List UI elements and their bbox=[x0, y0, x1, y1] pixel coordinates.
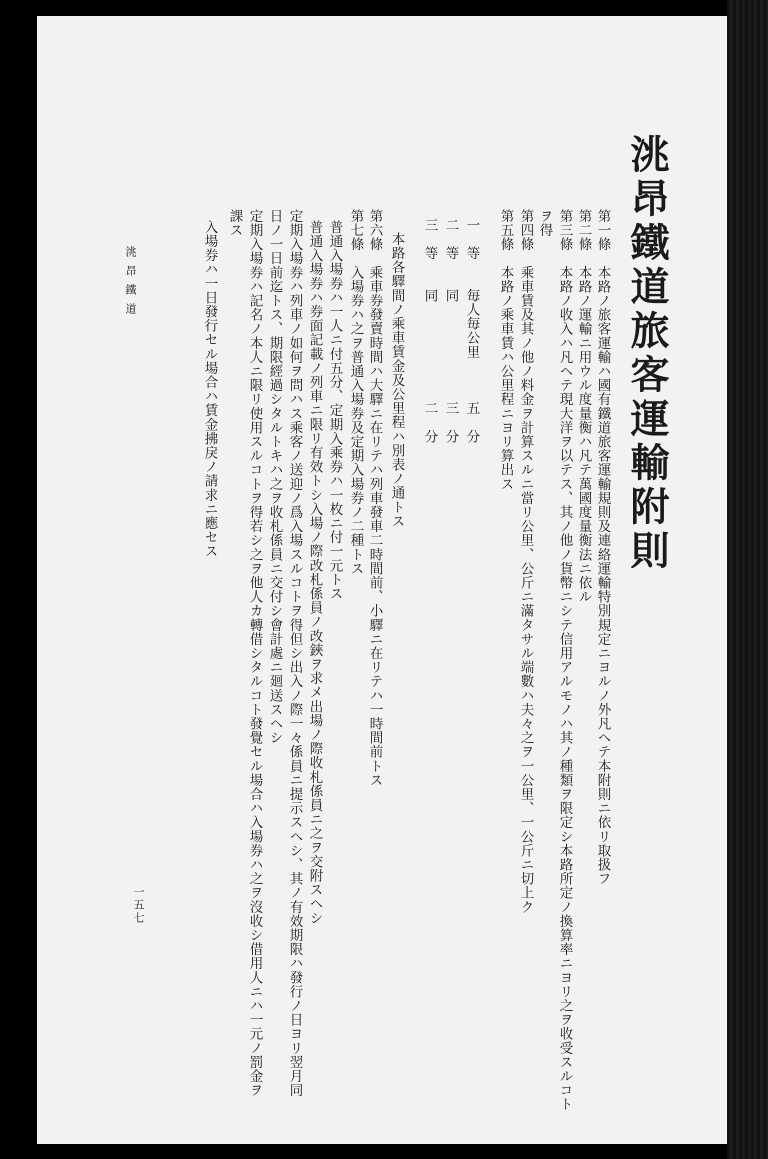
document-page bbox=[37, 16, 727, 1144]
text-line: 入場券ハ一日發行セル場合ハ賃金拂戾ノ請求ニ應セス bbox=[201, 220, 218, 559]
running-footer: 洮昂鐵道 bbox=[124, 246, 137, 322]
text-line: 第三條 本路ノ收入ハ凡ヘテ現大洋ヲ以テス、其ノ他ノ貨幣ニシテ信用アルモノハ其ノ種類ヲ限定シ本路所定ノ換算率ニヨリ之ヲ收受スルコト bbox=[556, 209, 573, 1112]
text-line: 普通入場券ハ券面記載ノ列車ニ限リ有效トシ入場ノ際改札係員ノ改鋏ヲ求メ出場ノ際收札係員ニ之ヲ交附スヘシ bbox=[306, 220, 323, 925]
text-line: ヲ得 bbox=[536, 209, 553, 238]
text-line: 第四條 乘車賃及其ノ他ノ料金ヲ計算スルニ當リ公里、公斤ニ滿タサル端數ハ夫々之ヲ一公里、一公斤ニ切上ク bbox=[517, 209, 534, 914]
text-line: 本路各驛間ノ乘車賃金及公里程ハ別表ノ通トス bbox=[388, 232, 405, 529]
scan-edge bbox=[727, 0, 768, 1159]
page-number: 一五七 bbox=[132, 886, 145, 925]
text-line: 第七條 入場券ハ之ヲ普通入場券及定期入場券ノ二種トス bbox=[347, 209, 364, 576]
text-line: 第五條 本路ノ乘車賃ハ公里程ニヨリ算出ス bbox=[497, 209, 514, 491]
text-line: 課ス bbox=[226, 209, 243, 238]
text-line: 定期入場券ハ列車ノ如何ヲ問ハス乘客ノ送迎ノ爲入場スルコトヲ得但シ出入ノ際一々係員ニ提示スヘシ、其ノ有效期限ハ發行ノ日ヨリ翌月同 bbox=[286, 209, 303, 1098]
text-line: 普通入場券ハ一人ニ付五分、定期入乘券ハ一枚ニ付一元トス bbox=[326, 220, 343, 601]
text-line: 第一條 本路ノ旅客運輸ハ國有鐵道旅客運輸規則及連絡運輸特別規定ニヨルノ外凡ヘテ本附則ニ依リ取扱フ bbox=[594, 209, 611, 886]
text-line: 日ノ一日前迄トス、期限經過シタルトキハ之ヲ收札係員ニ交付シ會計處ニ廻送スヘシ bbox=[266, 209, 283, 745]
text-line: 第二條 本路ノ運輸ニ用ウル度量衡ハ凡テ萬國度量衡法ニ依ル bbox=[575, 209, 592, 604]
fare-row: 一 等 毎人毎公里 五 分 bbox=[463, 218, 480, 444]
page-title: 洮昂鐵道旅客運輸附則 bbox=[624, 134, 670, 574]
fare-row: 二 等 同 三 分 bbox=[442, 218, 459, 444]
fare-row: 三 等 同 二 分 bbox=[421, 218, 438, 444]
text-line: 定期入場券ハ記名ノ本人ニ限リ使用スルコトヲ得若シ之ヲ他人カ轉借シタルコト發覺セル場合ハ入場券ハ之ヲ沒收シ借用人ニハ一元ノ罰金ヲ bbox=[246, 209, 263, 1098]
text-line: 第六條 乘車券發賣時間ハ大驛ニ在リテハ列車發車二時間前、小驛ニ在リテハ一時間前トス bbox=[366, 209, 383, 788]
